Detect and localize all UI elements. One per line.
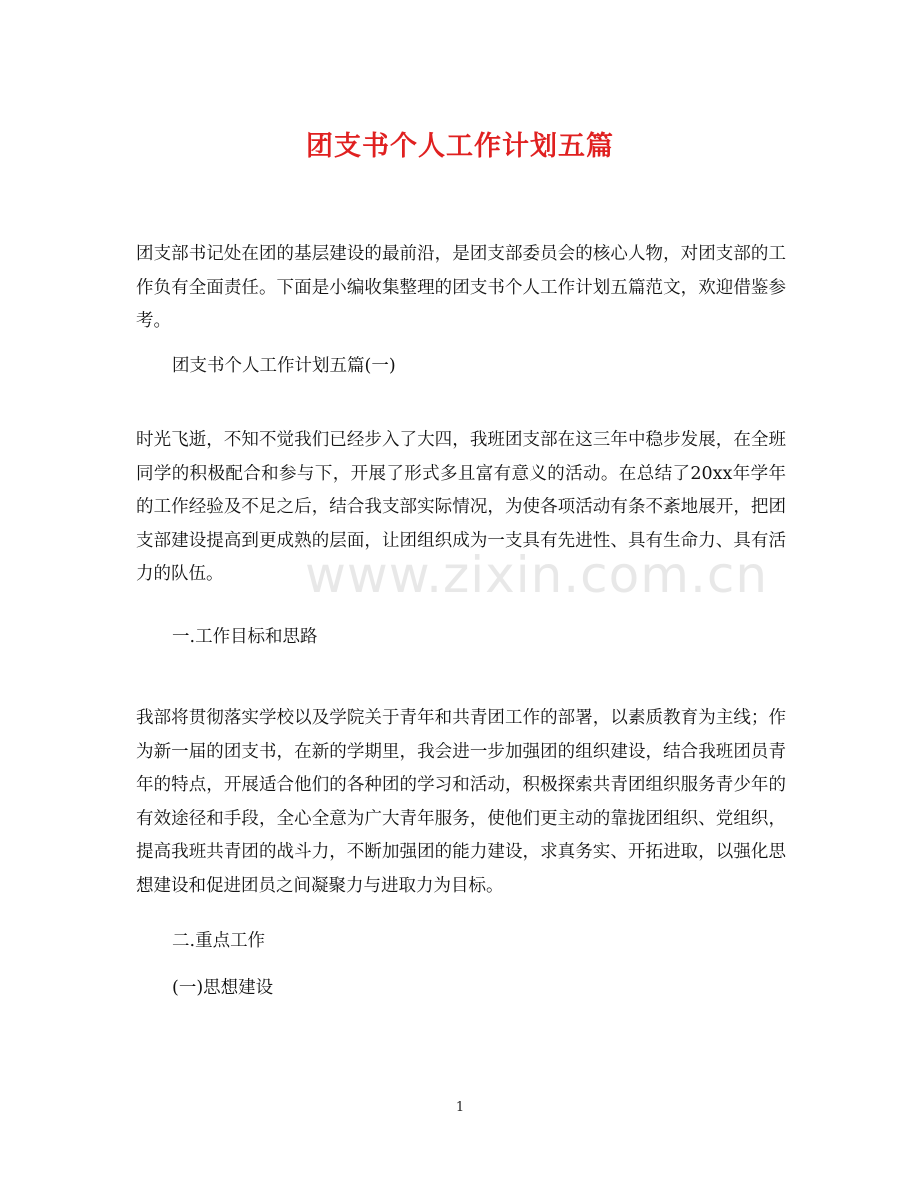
body-paragraph-2: 我部将贯彻落实学校以及学院关于青年和共青团工作的部署，以素质教育为主线；作为新一届的团支书，在新的学期里，我会进一步加强团的组织建设，结合我班团员青年的特点，开展适合他们的各种团的学习和活动，积极探索共青团组织服务青少年的有效途径和手段，全心全意为广大青年服务，使他们更主动的靠拢团组织、党组织，提高我班共青团的战斗力，不断加强团的能力建设，求真务实、开拓进取，以强化思想建设和促进团员之间凝聚力与进取力为目标。 bbox=[136, 708, 786, 896]
section-title: 团支书个人工作计划五篇(一) bbox=[172, 356, 396, 376]
document-title: 团支书个人工作计划五篇 bbox=[306, 131, 614, 162]
watermark-text: www.zixin.com.cn bbox=[305, 546, 769, 604]
body-paragraph-1: 时光飞逝，不知不觉我们已经步入了大四，我班团支部在这三年中稳步发展，在全班同学的积极配合和参与下，开展了形式多且富有意义的活动。在总结了20xx年学年的工作经验及不足之后，结合我支部实际情况，为使各项活动有条不紊地展开，把团支部建设提高到更成熟的层面，让团组织成为一支具有先进性、具有生命力、具有活力的队伍。 bbox=[136, 430, 786, 584]
heading-work-goals: 一.工作目标和思路 bbox=[172, 627, 318, 647]
heading-ideological-building: (一)思想建设 bbox=[172, 978, 274, 998]
heading-key-work: 二.重点工作 bbox=[172, 931, 266, 951]
intro-paragraph: 团支部书记处在团的基层建设的最前沿，是团支部委员会的核心人物，对团支部的工作负有全面责任。下面是小编收集整理的团支书个人工作计划五篇范文，欢迎借鉴参考。 bbox=[136, 244, 786, 331]
page-number: 1 bbox=[455, 1100, 465, 1115]
